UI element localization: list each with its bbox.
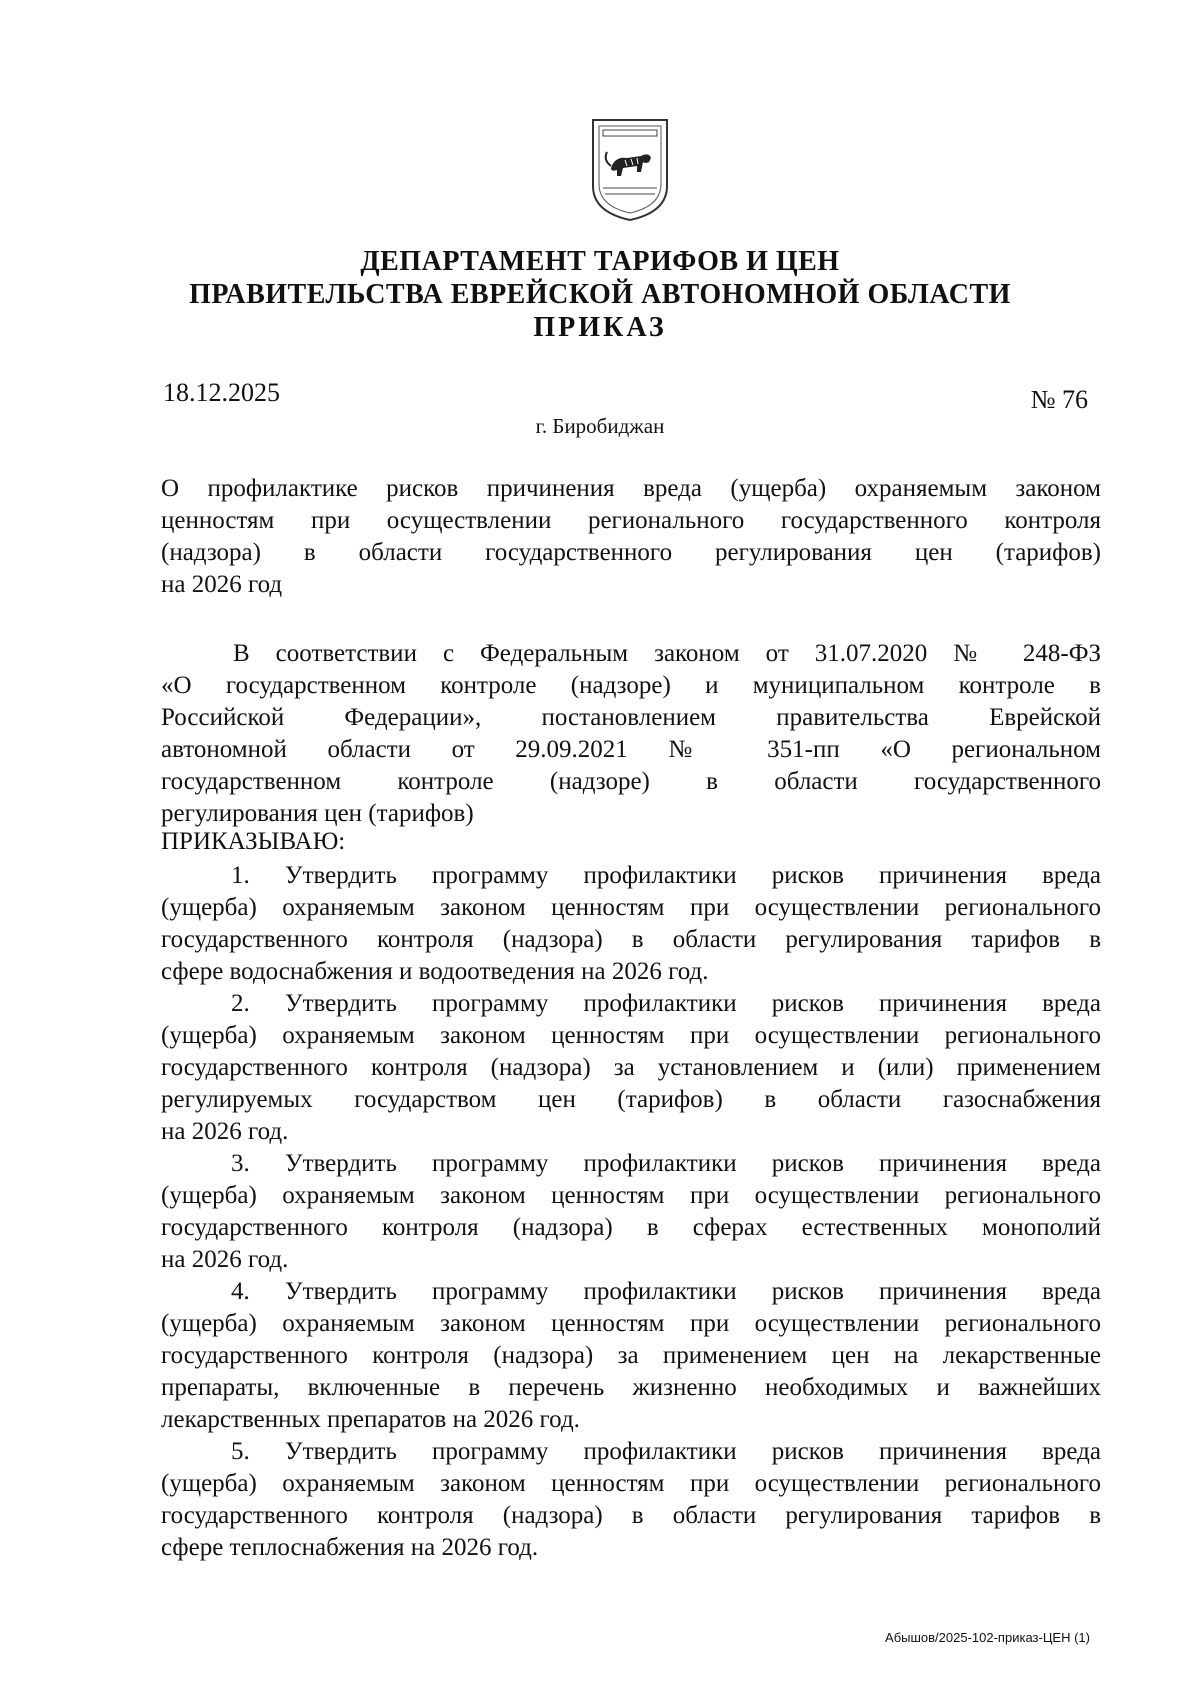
document-type-title: ПРИКАЗ — [533, 312, 667, 343]
item-line: 4. Утвердить программу профилактики рисков причинения вреда — [231, 1278, 1101, 1305]
item-line: государственного контроля (надзора) за применением цен на лекарственные — [161, 1342, 1101, 1369]
order-item-2 — [161, 988, 1101, 1148]
subject-line: (надзора) в области государственного регулирования цен (тарифов) — [161, 539, 1101, 566]
order-item-3 — [161, 1148, 1101, 1276]
document-number: № 76 — [1030, 385, 1088, 414]
item-line: (ущерба) охраняемым законом ценностям при осуществлении регионального — [161, 1310, 1101, 1337]
item-line: регулируемых государством цен (тарифов) в области газоснабжения — [161, 1086, 1101, 1113]
item-line: 2. Утвердить программу профилактики рисков причинения вреда — [231, 990, 1101, 1017]
preamble-line: регулирования цен (тарифов) — [161, 800, 474, 827]
item-line: лекарственных препаратов на 2026 год. — [161, 1406, 580, 1433]
item-line: (ущерба) охраняемым законом ценностям при осуществлении регионального — [161, 1470, 1101, 1497]
item-line: (ущерба) охраняемым законом ценностям при осуществлении регионального — [161, 1182, 1101, 1209]
preamble-line: государственном контроле (надзоре) в области государственного — [161, 768, 1101, 795]
subject-line: на 2026 год — [161, 571, 283, 598]
item-line: государственного контроля (надзора) в сферах естественных монополий — [161, 1214, 1101, 1241]
item-line: 5. Утвердить программу профилактики рисков причинения вреда — [231, 1438, 1101, 1465]
preamble-line: В соответствии с Федеральным законом от 31.07.2020 № 248-ФЗ — [233, 640, 1101, 667]
document-subject — [161, 473, 1101, 601]
subject-line: О профилактике рисков причинения вреда (ущерба) охраняемым законом — [161, 475, 1101, 502]
order-item-4 — [161, 1276, 1101, 1436]
department-name-line-1: ДЕПАРТАМЕНТ ТАРИФОВ И ЦЕН — [360, 246, 840, 277]
department-name-line-2: ПРАВИТЕЛЬСТВА ЕВРЕЙСКОЙ АВТОНОМНОЙ ОБЛАСТИ — [189, 279, 1011, 310]
document-city: г. Биробиджан — [535, 414, 665, 438]
item-line: сфере водоснабжения и водоотведения на 2026 год. — [161, 958, 709, 985]
department-header — [0, 245, 1200, 344]
item-line: препараты, включенные в перечень жизненно необходимых и важнейших — [161, 1374, 1101, 1401]
item-line: на 2026 год. — [161, 1118, 289, 1145]
subject-line: ценностям при осуществлении регионального государственного контроля — [161, 507, 1101, 534]
item-line: 1. Утвердить программу профилактики рисков причинения вреда — [231, 862, 1101, 889]
preamble-line: Российской Федерации», постановлением правительства Еврейской — [161, 704, 1101, 731]
item-line: на 2026 год. — [161, 1246, 289, 1273]
preamble-paragraph — [161, 638, 1101, 830]
order-item-5 — [161, 1436, 1101, 1564]
preamble-line: автономной области от 29.09.2021 № 351-пп «О региональном — [161, 736, 1101, 763]
order-verb: ПРИКАЗЫВАЮ: — [161, 828, 346, 855]
item-line: государственного контроля (надзора) в области регулирования тарифов в — [161, 1502, 1101, 1529]
item-line: 3. Утвердить программу профилактики рисков причинения вреда — [231, 1150, 1101, 1177]
order-items-list — [161, 860, 1101, 1564]
item-line: государственного контроля (надзора) за установлением и (или) применением — [161, 1054, 1101, 1081]
item-line: (ущерба) охраняемым законом ценностям при осуществлении регионального — [161, 894, 1101, 921]
item-line: государственного контроля (надзора) в области регулирования тарифов в — [161, 926, 1101, 953]
item-line: сфере теплоснабжения на 2026 год. — [161, 1534, 539, 1561]
coat-of-arms-emblem-icon — [589, 116, 671, 224]
file-reference-footer: Абышов/2025-102-приказ-ЦЕН (1) — [885, 1630, 1090, 1645]
document-date: 18.12.2025 — [163, 378, 280, 407]
item-line: (ущерба) охраняемым законом ценностям при осуществлении регионального — [161, 1022, 1101, 1049]
order-item-1 — [161, 860, 1101, 988]
preamble-line: «О государственном контроле (надзоре) и муниципальном контроле в — [161, 672, 1101, 699]
